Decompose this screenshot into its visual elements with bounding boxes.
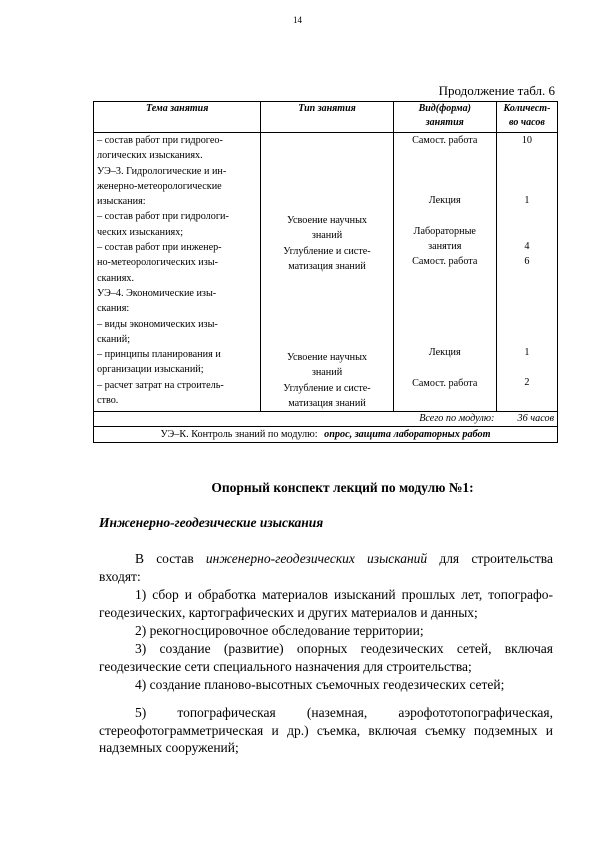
- type-line: матизация знаний: [288, 260, 366, 272]
- topic-line: но-метеорологических изы-: [97, 257, 219, 269]
- topic-line: ство.: [97, 395, 119, 407]
- total-label: Всего по модулю:: [419, 413, 495, 425]
- header-form-line2: занятия: [425, 117, 464, 128]
- hours-value: 6: [524, 255, 530, 267]
- control-cell: [94, 427, 558, 443]
- page-number: 14: [293, 15, 302, 25]
- hours-value: 1: [524, 347, 530, 359]
- form-line: Самост. работа: [412, 256, 478, 268]
- topic-line: сканиях.: [97, 272, 135, 284]
- type-line: матизация знаний: [288, 398, 366, 410]
- total-row: [94, 412, 558, 427]
- topic-line: – состав работ при гидрогео-: [97, 135, 223, 146]
- header-form: [393, 102, 496, 133]
- hours-value: 2: [524, 377, 530, 389]
- type-line: Углубление и систе-: [283, 245, 371, 257]
- list-item: [99, 586, 553, 621]
- topic-line: сканий;: [97, 333, 131, 345]
- table-continuation-label: Продолжение табл. 6: [438, 83, 555, 98]
- type-line: Усвоение научных: [286, 215, 368, 226]
- list-item: [99, 640, 553, 675]
- type-line: Углубление и систе-: [283, 382, 371, 394]
- list-item-text: 2) рекогносцировочное обследование территории;: [135, 623, 424, 638]
- form-line: Самост. работа: [412, 377, 478, 389]
- topic-line: – расчет затрат на строитель-: [97, 379, 224, 391]
- list-item: [99, 676, 553, 694]
- header-hours: [496, 102, 557, 133]
- form-line: занятия: [428, 240, 462, 252]
- hours-value: 1: [524, 195, 530, 207]
- total-cell: [94, 412, 558, 427]
- topic-line: УЭ–4. Экономические изы-: [97, 287, 217, 299]
- hours-cell: [496, 133, 557, 412]
- section-subheading: Инженерно-геодезические изыскания: [99, 515, 324, 530]
- topic-line: скания:: [97, 303, 130, 315]
- topic-line: – состав работ при гидрологи-: [97, 211, 229, 223]
- hours-value: 4: [524, 240, 530, 252]
- list-item-text: 4) создание планово-высотных съемочных геодезических сетей;: [135, 677, 505, 692]
- list-item: [99, 622, 553, 640]
- control-row: [94, 427, 558, 443]
- form-line: Лекция: [428, 347, 461, 359]
- topic-line: – принципы планирования и: [97, 349, 221, 361]
- type-cell: [261, 133, 393, 412]
- form-line: Лекция: [428, 195, 461, 207]
- lecture-summary-heading: Опорный конспект лекций по модулю №1:: [211, 480, 474, 495]
- schedule-table: [93, 101, 558, 443]
- topic-line: женерно-метеорологические: [97, 180, 222, 192]
- list-item-text: 5) топографическая (наземная, аэрофототопографическая, стереофотограмметрическая и др.) съемка, включая съемку подземных и надземных сооружений;: [99, 705, 553, 755]
- header-hours-line2: во часов: [509, 117, 545, 128]
- header-topic: Тема занятия: [94, 102, 261, 133]
- header-hours-line1: Количест-: [503, 103, 551, 114]
- type-line: знаний: [311, 230, 343, 242]
- form-line: Самост. работа: [412, 135, 478, 146]
- control-value: опрос, защита лабораторных работ: [324, 429, 491, 441]
- list-item-text: 3) создание (развитие) опорных геодезических сетей, включая геодезические сети специального назначения для строительства;: [99, 641, 553, 674]
- topic-line: – состав работ при инженер-: [97, 242, 222, 254]
- type-line: Усвоение научных: [286, 352, 368, 364]
- total-value: 36 часов: [517, 413, 554, 425]
- table-body-row: [94, 133, 558, 412]
- table-header-row: [94, 102, 558, 133]
- intro-pre: В состав: [135, 551, 206, 566]
- type-line: знаний: [311, 367, 343, 379]
- list-item: [99, 704, 553, 757]
- topic-line: УЭ–3. Гидрологические и ин-: [97, 165, 227, 177]
- topic-line: изыскания:: [97, 196, 146, 208]
- topic-line: – виды экономических изы-: [97, 318, 218, 330]
- topic-cell: [94, 133, 261, 412]
- intro-emphasis: инженерно-геодезических изысканий: [205, 551, 428, 566]
- list-item-text: 1) сбор и обработка материалов изысканий прошлых лет, топографо-геодезических, картографических и других материалов и данных;: [99, 587, 553, 620]
- intro-paragraph: [99, 550, 553, 585]
- header-type: Тип занятия: [261, 102, 393, 133]
- control-label: УЭ–К. Контроль знаний по модулю:: [160, 429, 318, 441]
- header-form-line1: Вид(форма): [418, 103, 471, 114]
- topic-line: организации изысканий;: [97, 364, 204, 376]
- form-cell: [393, 133, 496, 412]
- intro-post: для строительства входят:: [99, 551, 553, 584]
- form-line: Лабораторные: [413, 225, 476, 237]
- topic-line: ческих изысканиях;: [97, 226, 184, 238]
- topic-line: логических изысканиях.: [97, 150, 203, 162]
- hours-value: 10: [521, 135, 533, 146]
